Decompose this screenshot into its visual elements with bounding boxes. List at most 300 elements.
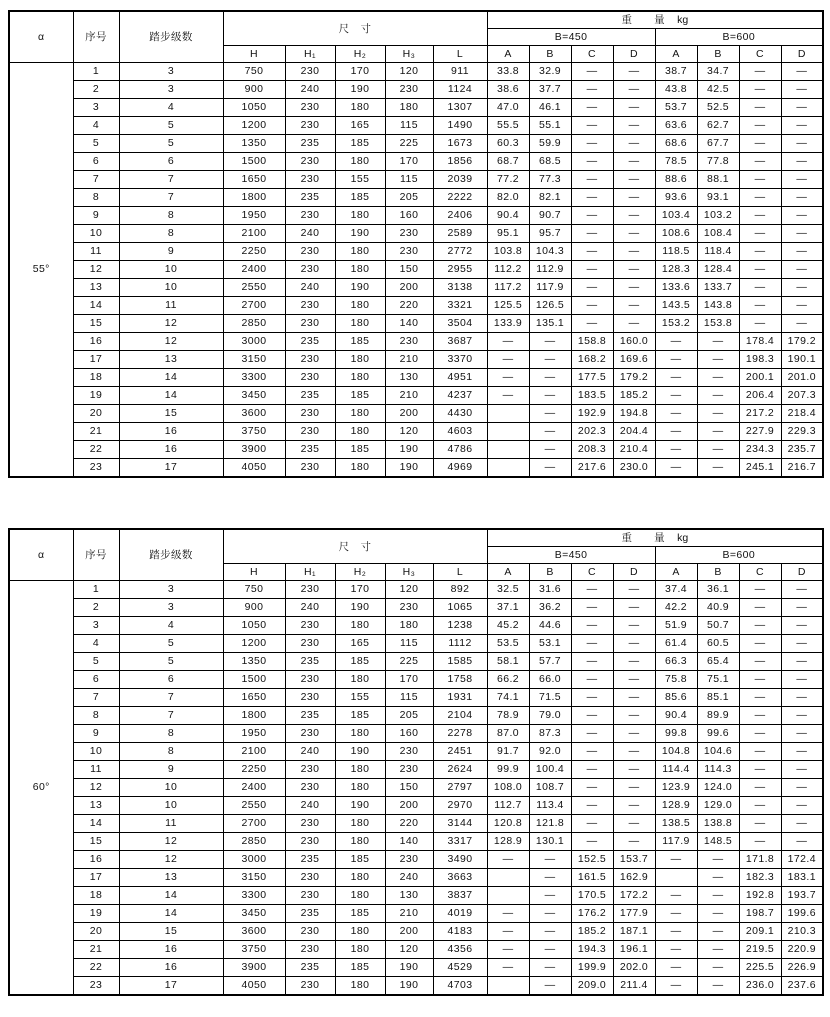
cell: — xyxy=(697,851,739,869)
cell: 230 xyxy=(285,153,335,171)
cell: 120 xyxy=(385,423,433,441)
cell: 1500 xyxy=(223,671,285,689)
cell: 180 xyxy=(335,207,385,225)
cell: 115 xyxy=(385,689,433,707)
cell: 14 xyxy=(73,815,119,833)
cell: 171.8 xyxy=(739,851,781,869)
cell: 155 xyxy=(335,689,385,707)
cell: 115 xyxy=(385,117,433,135)
cell: — xyxy=(781,743,823,761)
cell: 62.7 xyxy=(697,117,739,135)
cell: 180 xyxy=(335,243,385,261)
cell: — xyxy=(487,333,529,351)
cell: 85.6 xyxy=(655,689,697,707)
cell: 4019 xyxy=(433,905,487,923)
cell: 8 xyxy=(73,707,119,725)
cell: — xyxy=(571,797,613,815)
cell: 230 xyxy=(385,81,433,99)
cell: 14 xyxy=(119,369,223,387)
cell: 71.5 xyxy=(529,689,571,707)
cell: 183.1 xyxy=(781,869,823,887)
cell: 199.9 xyxy=(571,959,613,977)
cell: 180 xyxy=(335,671,385,689)
cell: — xyxy=(613,135,655,153)
cell: 2 xyxy=(73,599,119,617)
cell: 216.7 xyxy=(781,459,823,478)
cell: 150 xyxy=(385,261,433,279)
cell: — xyxy=(529,941,571,959)
cell: 22 xyxy=(73,959,119,977)
cell: 3900 xyxy=(223,959,285,977)
cell: 230 xyxy=(385,243,433,261)
cell: 4529 xyxy=(433,959,487,977)
cell: — xyxy=(697,923,739,941)
cell: 85.1 xyxy=(697,689,739,707)
cell: 180 xyxy=(335,99,385,117)
cell: 138.8 xyxy=(697,815,739,833)
cell: 88.6 xyxy=(655,171,697,189)
cell: 123.9 xyxy=(655,779,697,797)
cell: — xyxy=(487,387,529,405)
spec-table-60deg xyxy=(8,528,824,996)
cell: — xyxy=(613,707,655,725)
cell: — xyxy=(697,905,739,923)
cell: 87.3 xyxy=(529,725,571,743)
cell: 200 xyxy=(385,405,433,423)
cell: 169.6 xyxy=(613,351,655,369)
col-header-alpha: α xyxy=(9,11,73,63)
cell: 160.0 xyxy=(613,333,655,351)
cell: — xyxy=(697,459,739,478)
cell: 207.3 xyxy=(781,387,823,405)
cell: 55.5 xyxy=(487,117,529,135)
cell: — xyxy=(571,207,613,225)
cell: 185 xyxy=(335,959,385,977)
cell: — xyxy=(781,635,823,653)
cell: 230 xyxy=(285,171,335,189)
cell: 230 xyxy=(385,743,433,761)
cell: — xyxy=(571,189,613,207)
table-row xyxy=(9,99,823,117)
cell: 38.7 xyxy=(655,63,697,81)
cell: 235 xyxy=(285,905,335,923)
weight-col-header-b450: B xyxy=(529,564,571,581)
cell: 177.9 xyxy=(613,905,655,923)
cell: 1931 xyxy=(433,689,487,707)
cell: 44.6 xyxy=(529,617,571,635)
cell: 21 xyxy=(73,423,119,441)
cell: — xyxy=(697,941,739,959)
cell: 3750 xyxy=(223,423,285,441)
weight-group-header xyxy=(487,529,823,547)
cell: 230 xyxy=(285,581,335,599)
cell: 4951 xyxy=(433,369,487,387)
cell: — xyxy=(613,117,655,135)
cell: — xyxy=(739,171,781,189)
cell: 200 xyxy=(385,279,433,297)
cell: — xyxy=(529,387,571,405)
cell: — xyxy=(529,851,571,869)
weight-col-header-d450: D xyxy=(613,46,655,63)
cell: 3150 xyxy=(223,351,285,369)
cell: 16 xyxy=(73,333,119,351)
cell: 3321 xyxy=(433,297,487,315)
cell: 6 xyxy=(73,671,119,689)
table-row xyxy=(9,207,823,225)
cell: 245.1 xyxy=(739,459,781,478)
cell: — xyxy=(739,189,781,207)
cell: 3144 xyxy=(433,815,487,833)
cell: 10 xyxy=(119,779,223,797)
table-row xyxy=(9,635,823,653)
cell: 230 xyxy=(285,617,335,635)
cell: — xyxy=(655,905,697,923)
cell: 82.0 xyxy=(487,189,529,207)
cell: — xyxy=(487,941,529,959)
cell: 180 xyxy=(335,315,385,333)
cell: 3 xyxy=(73,617,119,635)
table-row xyxy=(9,707,823,725)
cell: 2955 xyxy=(433,261,487,279)
cell: 17 xyxy=(73,869,119,887)
cell: 66.2 xyxy=(487,671,529,689)
cell: 170.5 xyxy=(571,887,613,905)
cell: — xyxy=(739,315,781,333)
cell: — xyxy=(613,581,655,599)
cell: 170 xyxy=(335,581,385,599)
cell: 180 xyxy=(335,297,385,315)
cell: — xyxy=(697,441,739,459)
col-header-alpha: α xyxy=(9,529,73,581)
cell: 1800 xyxy=(223,707,285,725)
cell: 15 xyxy=(119,923,223,941)
cell: 7 xyxy=(73,171,119,189)
cell: — xyxy=(781,689,823,707)
cell: 4183 xyxy=(433,923,487,941)
cell: 108.0 xyxy=(487,779,529,797)
cell: 120.8 xyxy=(487,815,529,833)
cell: — xyxy=(571,779,613,797)
cell: 182.3 xyxy=(739,869,781,887)
cell: — xyxy=(739,779,781,797)
table-row xyxy=(9,887,823,905)
cell: 114.3 xyxy=(697,761,739,779)
cell: 10 xyxy=(119,797,223,815)
b450-group-header: B=450 xyxy=(487,547,655,564)
cell: 240 xyxy=(285,279,335,297)
cell: 59.9 xyxy=(529,135,571,153)
cell: 153.2 xyxy=(655,315,697,333)
cell: 210 xyxy=(385,351,433,369)
cell: — xyxy=(781,599,823,617)
weight-col-header-b600: B xyxy=(697,564,739,581)
cell: — xyxy=(529,369,571,387)
cell: 210.3 xyxy=(781,923,823,941)
cell: 210.4 xyxy=(613,441,655,459)
cell: 185 xyxy=(335,333,385,351)
cell: 202.3 xyxy=(571,423,613,441)
cell: — xyxy=(613,243,655,261)
table-row xyxy=(9,117,823,135)
cell: 230 xyxy=(285,369,335,387)
cell: 126.5 xyxy=(529,297,571,315)
cell: — xyxy=(697,887,739,905)
cell: 3370 xyxy=(433,351,487,369)
cell: — xyxy=(697,405,739,423)
cell: 16 xyxy=(119,959,223,977)
cell: — xyxy=(655,959,697,977)
cell: — xyxy=(655,351,697,369)
cell: 190.1 xyxy=(781,351,823,369)
cell: 130.1 xyxy=(529,833,571,851)
cell: 112.7 xyxy=(487,797,529,815)
cell: 10 xyxy=(73,225,119,243)
table-row xyxy=(9,941,823,959)
cell: 190 xyxy=(385,441,433,459)
cell: — xyxy=(613,261,655,279)
cell: — xyxy=(571,243,613,261)
cell: 230 xyxy=(285,941,335,959)
cell: 153.7 xyxy=(613,851,655,869)
cell: 1238 xyxy=(433,617,487,635)
cell: 10 xyxy=(73,743,119,761)
cell: 172.4 xyxy=(781,851,823,869)
cell: — xyxy=(529,887,571,905)
cell: 87.0 xyxy=(487,725,529,743)
cell: 108.7 xyxy=(529,779,571,797)
cell: — xyxy=(739,581,781,599)
cell: 34.7 xyxy=(697,63,739,81)
cell: — xyxy=(571,315,613,333)
cell: 230 xyxy=(285,405,335,423)
cell: 235 xyxy=(285,707,335,725)
cell: 140 xyxy=(385,833,433,851)
cell: 51.9 xyxy=(655,617,697,635)
cell: 78.5 xyxy=(655,153,697,171)
cell: 230 xyxy=(285,207,335,225)
cell: 17 xyxy=(73,351,119,369)
cell: 158.8 xyxy=(571,333,613,351)
cell: 15 xyxy=(73,315,119,333)
weight-col-header-d450: D xyxy=(613,564,655,581)
cell: 9 xyxy=(73,207,119,225)
dim-col-header-l: L xyxy=(433,46,487,63)
cell: 18 xyxy=(73,369,119,387)
cell: 5 xyxy=(119,635,223,653)
cell: 3504 xyxy=(433,315,487,333)
cell: 240 xyxy=(385,869,433,887)
cell: 230 xyxy=(285,261,335,279)
cell: — xyxy=(781,315,823,333)
cell: — xyxy=(571,171,613,189)
cell: 180 xyxy=(385,617,433,635)
cell: 185 xyxy=(335,851,385,869)
cell: — xyxy=(739,243,781,261)
cell: — xyxy=(739,81,781,99)
cell: 3837 xyxy=(433,887,487,905)
weight-col-header-c450: C xyxy=(571,564,613,581)
cell: 208.3 xyxy=(571,441,613,459)
table-row xyxy=(9,135,823,153)
cell: 1650 xyxy=(223,689,285,707)
table-row xyxy=(9,959,823,977)
cell: — xyxy=(613,153,655,171)
cell: 12 xyxy=(73,261,119,279)
cell: 180 xyxy=(335,369,385,387)
cell: 180 xyxy=(335,815,385,833)
cell: 234.3 xyxy=(739,441,781,459)
cell: 6 xyxy=(73,153,119,171)
cell: 1800 xyxy=(223,189,285,207)
cell: 750 xyxy=(223,581,285,599)
table-row xyxy=(9,689,823,707)
cell: 172.2 xyxy=(613,887,655,905)
cell: 194.8 xyxy=(613,405,655,423)
cell: — xyxy=(697,387,739,405)
cell: 15 xyxy=(119,405,223,423)
cell: — xyxy=(571,833,613,851)
cell: 45.2 xyxy=(487,617,529,635)
cell: 95.7 xyxy=(529,225,571,243)
cell: 209.1 xyxy=(739,923,781,941)
cell: 93.6 xyxy=(655,189,697,207)
cell: 66.3 xyxy=(655,653,697,671)
table-row xyxy=(9,725,823,743)
cell: 12 xyxy=(119,833,223,851)
cell: 100.4 xyxy=(529,761,571,779)
cell: — xyxy=(739,635,781,653)
cell: 7 xyxy=(73,689,119,707)
alpha-value: 60° xyxy=(9,581,73,996)
cell: 180 xyxy=(335,833,385,851)
cell: — xyxy=(571,617,613,635)
weight-col-header-a600: A xyxy=(655,46,697,63)
spec-table-55deg xyxy=(8,10,824,478)
cell: 230 xyxy=(285,315,335,333)
cell: 240 xyxy=(285,225,335,243)
cell: 217.2 xyxy=(739,405,781,423)
cell: 3300 xyxy=(223,369,285,387)
table-row xyxy=(9,225,823,243)
cell: 900 xyxy=(223,599,285,617)
cell: 128.4 xyxy=(697,261,739,279)
cell: 2400 xyxy=(223,779,285,797)
cell: — xyxy=(529,959,571,977)
cell: 230 xyxy=(285,815,335,833)
cell: 60.5 xyxy=(697,635,739,653)
cell: 61.4 xyxy=(655,635,697,653)
cell: — xyxy=(739,297,781,315)
dim-col-header-h1: H₁ xyxy=(285,46,335,63)
cell: — xyxy=(781,617,823,635)
cell: 4356 xyxy=(433,941,487,959)
cell: 112.2 xyxy=(487,261,529,279)
cell: 19 xyxy=(73,905,119,923)
cell: 230 xyxy=(285,243,335,261)
table-row xyxy=(9,243,823,261)
cell: — xyxy=(655,405,697,423)
cell: — xyxy=(739,797,781,815)
cell: — xyxy=(739,117,781,135)
cell: 230 xyxy=(285,725,335,743)
weight-col-header-c600: C xyxy=(739,46,781,63)
cell: 66.0 xyxy=(529,671,571,689)
cell: 230 xyxy=(285,689,335,707)
table-row xyxy=(9,63,823,81)
cell: — xyxy=(781,833,823,851)
cell: 89.9 xyxy=(697,707,739,725)
cell: 40.9 xyxy=(697,599,739,617)
cell: — xyxy=(781,99,823,117)
table-row xyxy=(9,315,823,333)
cell: — xyxy=(739,261,781,279)
cell: 240 xyxy=(285,797,335,815)
cell: — xyxy=(781,797,823,815)
cell: — xyxy=(571,261,613,279)
cell: 3 xyxy=(119,81,223,99)
cell: 9 xyxy=(119,243,223,261)
cell: 227.9 xyxy=(739,423,781,441)
cell: 125.5 xyxy=(487,297,529,315)
cell: 230 xyxy=(285,99,335,117)
cell: 183.5 xyxy=(571,387,613,405)
cell: 13 xyxy=(73,279,119,297)
cell: 230 xyxy=(285,779,335,797)
cell: 160 xyxy=(385,207,433,225)
cell: 200 xyxy=(385,797,433,815)
table-row xyxy=(9,405,823,423)
cell: 50.7 xyxy=(697,617,739,635)
cell: 225.5 xyxy=(739,959,781,977)
cell: 115 xyxy=(385,635,433,653)
cell: 112.9 xyxy=(529,261,571,279)
cell: 22 xyxy=(73,441,119,459)
cell: — xyxy=(571,99,613,117)
cell: 16 xyxy=(73,851,119,869)
cell: 192.8 xyxy=(739,887,781,905)
table-row xyxy=(9,279,823,297)
cell: — xyxy=(739,135,781,153)
cell: — xyxy=(697,869,739,887)
table-row xyxy=(9,617,823,635)
cell: 1350 xyxy=(223,135,285,153)
cell: — xyxy=(571,707,613,725)
alpha-value: 55° xyxy=(9,63,73,478)
cell: 230 xyxy=(285,351,335,369)
cell: 104.3 xyxy=(529,243,571,261)
cell: 1307 xyxy=(433,99,487,117)
cell: — xyxy=(781,761,823,779)
cell: 52.5 xyxy=(697,99,739,117)
table-row xyxy=(9,743,823,761)
cell: — xyxy=(613,653,655,671)
cell: 5 xyxy=(73,135,119,153)
weight-col-header-b600: B xyxy=(697,46,739,63)
cell: — xyxy=(739,761,781,779)
cell: 3138 xyxy=(433,279,487,297)
cell: 3317 xyxy=(433,833,487,851)
cell: 210 xyxy=(385,905,433,923)
cell: 2222 xyxy=(433,189,487,207)
cell: 190 xyxy=(335,225,385,243)
cell: 10 xyxy=(119,279,223,297)
cell: 2624 xyxy=(433,761,487,779)
cell: — xyxy=(655,423,697,441)
cell: 31.6 xyxy=(529,581,571,599)
cell: 2700 xyxy=(223,815,285,833)
weight-col-header-d600: D xyxy=(781,564,823,581)
cell: 192.9 xyxy=(571,405,613,423)
